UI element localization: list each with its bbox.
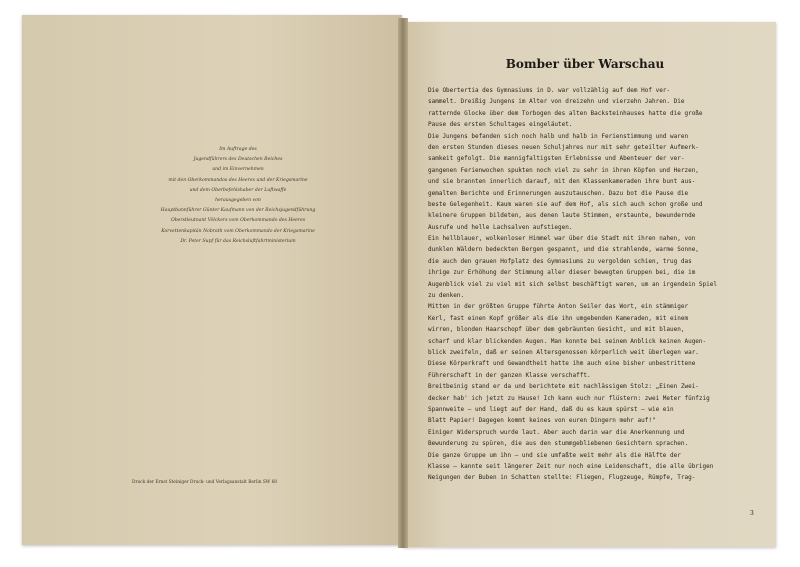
body-line: Mitten in der größten Gruppe führte Anton Seiler das Wort, ein stämmiger bbox=[428, 303, 689, 311]
body-line: Spannweite — und liegt auf der Hand, daß du es kaum spürst — wie ein bbox=[428, 405, 674, 413]
imprint-line: Hauptbannführer Günter Kaufmann von der Reichsjugendführung bbox=[160, 208, 316, 214]
printer-credit: Druck der Ernst Steiniger Druck- und Verlagsanstalt Berlin SW 68 bbox=[132, 480, 278, 485]
imprint-line: Oberstleutnant Völckers vom Oberkommando des Heeres bbox=[170, 218, 306, 224]
body-line: scharf und klar blickenden Augen. Man konnte bei seinem Anblick keinen Augen- bbox=[428, 337, 707, 345]
chapter-body bbox=[428, 85, 736, 484]
body-line: Die Obertertia des Gymnasiums in D. war vollzählig auf dem Hof ver- bbox=[428, 87, 671, 94]
body-line: wirren, blonden Haarschopf über dem gebräunten Gesicht, und mit blauen, bbox=[428, 326, 685, 334]
body-line: sammelt. Dreißig Jungens im Alter von dreizehn und vierzehn Jahren. Die bbox=[428, 98, 685, 106]
body-line: Führerschaft in der ganzen Klasse verschafft. bbox=[428, 371, 591, 379]
body-line: ratternde Glocke über dem Torbogen des alten Backsteinhauses hatte die große bbox=[428, 109, 703, 117]
body-line: Kerl, fast einen Kopf größer als die ihn umgebenden Kameraden, mit einem bbox=[428, 314, 689, 322]
body-line: gangenen Ferienwochen spukten noch viel zu sehr in ihren Köpfen und Herzen, bbox=[428, 166, 699, 174]
body-line: blick zweifeln, daß er seinen Altersgenossen körperlich weit überlegen war. bbox=[428, 348, 699, 356]
book-gutter bbox=[398, 18, 408, 548]
chapter-title: Bomber über Warschau bbox=[505, 57, 665, 71]
body-line: die auch den grauen Hofplatz des Gymnasiums zu vergolden schien, trug das bbox=[428, 257, 692, 265]
body-line: samkeit gefolgt. Die mannigfaltigsten Erlebnisse und Abenteuer der ver- bbox=[428, 155, 685, 163]
body-line: gemalten Berichte und Erinnerungen auszutauschen. Dazu bot die Pause die bbox=[428, 189, 689, 197]
body-line: Bewunderung zu spüren, die aus den stummgebliebenen Gesichtern sprachen. bbox=[428, 440, 689, 448]
body-line: Diese Körperkraft und Gewandtheit hatte ihm auch eine bisher unbestrittene bbox=[428, 360, 696, 368]
body-line: Pause des ersten Schultages eingeläutet. bbox=[428, 121, 573, 129]
body-line: Die ganze Gruppe um ihn — und sie umfaßte weit mehr als die Hälfte der bbox=[428, 451, 681, 459]
body-line: Klasse — kannte seit längerer Zeit nur noch eine Leidenschaft, die alle übrigen bbox=[428, 462, 714, 470]
body-line: Einiger Widerspruch wurde laut. Aber auch darin war die Anerkennung und bbox=[428, 428, 685, 436]
body-line: den ersten Stunden dieses neuen Schuljahres nur mit sehr geteilter Aufmerk- bbox=[428, 143, 699, 151]
body-line: kleinere Gruppen bildeten, aus denen laute Stimmen, erstaunte, bewundernde bbox=[428, 212, 696, 220]
imprint-line: mit den Oberkommandos des Heeres und der Kriegsmarine bbox=[168, 177, 308, 183]
body-line: ihrige zur Erhöhung der Stimmung aller dieser bewegten Gruppen bei, die im bbox=[428, 269, 696, 277]
body-line: Ausrufe und helle Lachsalven aufstiegen. bbox=[428, 223, 573, 231]
body-line: zu denken. bbox=[428, 292, 465, 300]
imprint-line: herausgegeben von bbox=[215, 198, 261, 204]
left-page bbox=[22, 15, 402, 545]
imprint-line: Korvettenkapitän Nobrath vom Oberkommando der Kriegsmarine bbox=[161, 228, 315, 234]
body-line: beste Gelegenheit. Kaum waren sie auf dem Hof, als sich auch schon große und bbox=[428, 200, 703, 208]
imprint-line: Im Auftrage des bbox=[219, 147, 257, 152]
imprint-line: und dem Oberbefehlshaber der Luftwaffe bbox=[189, 187, 287, 193]
body-line: Augenblick viel zu viel mit sich selbst beschäftigt waren, um an irgendein Spiel bbox=[428, 280, 717, 288]
body-line: und sie brannten innerlich darauf, mit den Klassenkameraden ihre bunt aus- bbox=[428, 178, 696, 186]
body-line: dunklen Wäldern bedeckten Bergen gespannt, und die strahlende, warme Sonne, bbox=[428, 246, 699, 254]
body-line: Ein hellblauer, wolkenloser Himmel war über die Stadt mit ihren nahen, von bbox=[428, 235, 696, 243]
imprint-block bbox=[118, 145, 358, 247]
page-number: 3 bbox=[750, 510, 754, 517]
imprint-line: Jugendführers des Deutschen Reiches bbox=[193, 157, 283, 163]
body-line: decker hab' ich jetzt zu Hause! Ich kann euch nur flüstern: zwei Meter fünfzig bbox=[428, 394, 710, 402]
body-line: Neigungen der Buben in Schatten stellte: Fliegen, Flugzeuge, Rümpfe, Trag- bbox=[428, 474, 696, 482]
imprint-line: Dr. Peter Supf für das Reichsluftfahrtministerium bbox=[180, 238, 296, 244]
body-line: Die Jungens befanden sich noch halb und halb in Ferienstimmung und waren bbox=[428, 132, 689, 140]
imprint-line: und im Einvernehmen bbox=[212, 167, 264, 173]
body-line: Breitbeinig stand er da und berichtete mit nachlässigem Stolz: „Einen Zwei- bbox=[428, 383, 699, 391]
body-line: Blatt Papier! Dagegen kommt keines von euren Dingern mehr auf!" bbox=[428, 417, 656, 425]
